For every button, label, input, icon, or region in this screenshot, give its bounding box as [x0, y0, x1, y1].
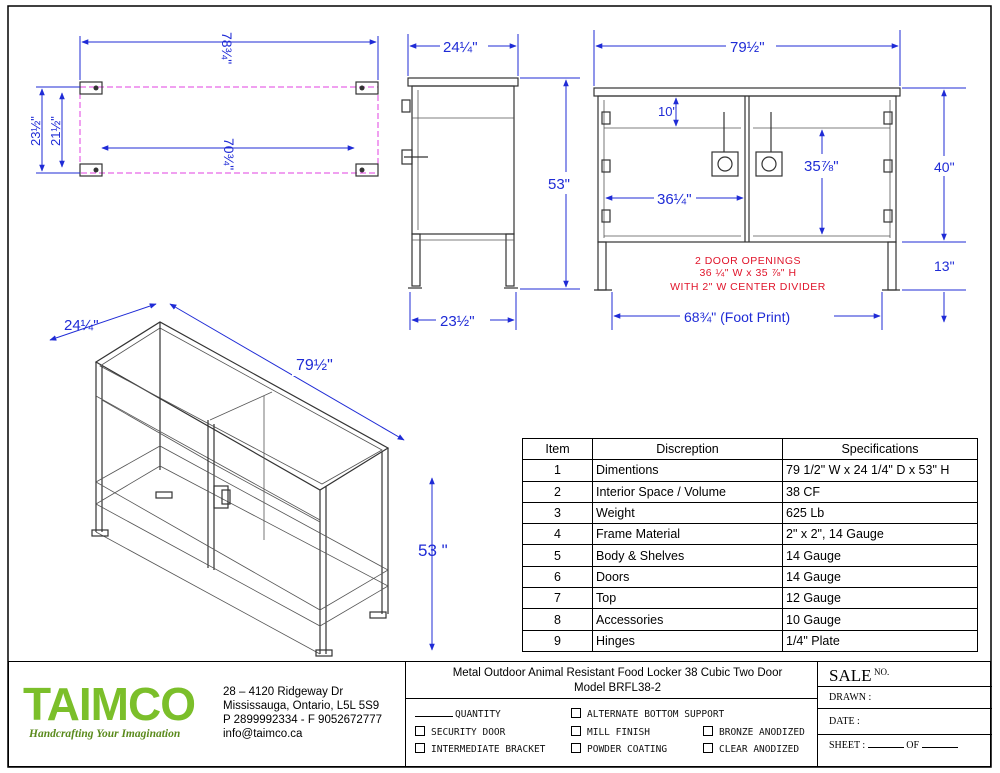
spec-description: Accessories — [593, 609, 783, 630]
side-width-top: 24¼" — [443, 39, 478, 56]
option-intermediate-bracket[interactable] — [415, 743, 545, 755]
option-label: SECURITY DOOR — [431, 727, 506, 738]
spec-table — [522, 438, 978, 652]
spec-value: 12 Gauge — [783, 588, 978, 609]
table-row — [523, 502, 978, 523]
option-bronze-anodized[interactable] — [703, 726, 805, 738]
spec-description: Interior Space / Volume — [593, 481, 783, 502]
spec-description: Hinges — [593, 630, 783, 651]
door-note-1: 2 DOOR OPENINGS — [694, 255, 802, 267]
side-height: 53" — [548, 176, 571, 193]
no-label: NO. — [874, 667, 890, 677]
checkbox-icon[interactable] — [571, 743, 581, 753]
company-logo — [23, 680, 213, 726]
spec-value: 14 Gauge — [783, 566, 978, 587]
logo-text: TAIMCO — [23, 680, 196, 726]
checkbox-icon[interactable] — [703, 726, 713, 736]
option-security-door[interactable] — [415, 726, 505, 738]
option-alternate-bottom-support[interactable] — [571, 708, 724, 720]
spec-value: 2" x 2", 14 Gauge — [783, 524, 978, 545]
front-width: 79½" — [730, 39, 765, 56]
table-row — [523, 481, 978, 502]
door-note-3: WITH 2" W CENTER DIVIDER — [670, 281, 826, 293]
option-label: INTERMEDIATE BRACKET — [431, 744, 546, 755]
table-row — [523, 524, 978, 545]
front-door-width: 36¼" — [657, 191, 692, 208]
iso-view — [50, 304, 448, 656]
spec-item: 3 — [523, 502, 593, 523]
top-view — [28, 32, 378, 176]
date-label: DATE : — [829, 716, 860, 727]
product-title-block — [414, 666, 821, 696]
spec-description: Doors — [593, 566, 783, 587]
front-header-height: 10" — [658, 104, 678, 119]
table-row — [523, 588, 978, 609]
spec-description: Frame Material — [593, 524, 783, 545]
front-leg-height: 13" — [934, 258, 955, 274]
spec-item: 1 — [523, 460, 593, 481]
spec-header-item: Item — [523, 439, 593, 460]
checkbox-icon[interactable] — [703, 743, 713, 753]
spec-item: 5 — [523, 545, 593, 566]
checkbox-icon[interactable] — [415, 726, 425, 736]
iso-depth: 24¼" — [64, 317, 99, 334]
checkbox-icon[interactable] — [571, 726, 581, 736]
front-upper-height: 40" — [934, 159, 955, 175]
checkbox-icon[interactable] — [571, 708, 581, 718]
spec-header-row — [523, 439, 978, 460]
sheet-label: SHEET : — [829, 740, 866, 751]
spec-item: 8 — [523, 609, 593, 630]
spec-value: 38 CF — [783, 481, 978, 502]
option-label: BRONZE ANODIZED — [719, 727, 805, 738]
spec-value: 625 Lb — [783, 502, 978, 523]
front-footprint: 68¾" (Foot Print) — [684, 309, 791, 325]
spec-item: 7 — [523, 588, 593, 609]
spec-item: 9 — [523, 630, 593, 651]
spec-value: 1/4" Plate — [783, 630, 978, 651]
company-email[interactable]: info@taimco.ca — [223, 728, 303, 740]
top-overall-length: 78¾" — [219, 32, 235, 65]
table-row — [523, 630, 978, 651]
title-block — [8, 661, 991, 767]
spec-description: Top — [593, 588, 783, 609]
drawn-label: DRAWN : — [829, 692, 872, 703]
address-line-2: Mississauga, Ontario, L5L 5S9 — [223, 700, 380, 712]
option-clear-anodized[interactable] — [703, 743, 799, 755]
product-model: Model BRFL38-2 — [574, 682, 661, 694]
option-label: CLEAR ANODIZED — [719, 744, 800, 755]
company-tagline: Handcrafting Your Imagination — [29, 728, 181, 740]
of-label: OF — [906, 740, 920, 751]
front-view — [594, 30, 966, 330]
spec-header-description: Discreption — [593, 439, 783, 460]
option-mill-finish[interactable] — [571, 726, 650, 738]
option-label: MILL FINISH — [587, 727, 650, 738]
phone-fax: P 2899992334 - F 9052672777 — [223, 714, 383, 726]
front-door-height: 35⅞" — [804, 158, 839, 175]
spec-description: Dimentions — [593, 460, 783, 481]
option-powder-coating[interactable] — [571, 743, 667, 755]
side-view — [402, 34, 586, 330]
spec-description: Body & Shelves — [593, 545, 783, 566]
spec-value: 79 1/2" W x 24 1/4" D x 53" H — [783, 460, 978, 481]
table-row — [523, 609, 978, 630]
quantity-field[interactable] — [415, 708, 501, 720]
top-inner-depth: 21½" — [48, 116, 63, 146]
checkbox-icon[interactable] — [415, 743, 425, 753]
top-overall-depth: 23½" — [28, 116, 43, 146]
quantity-label: QUANTITY — [455, 709, 501, 720]
sale-label: SALE — [829, 666, 872, 685]
table-row — [523, 566, 978, 587]
side-width-bottom: 23½" — [440, 313, 475, 330]
option-label: ALTERNATE BOTTOM SUPPORT — [587, 709, 725, 720]
spec-value: 10 Gauge — [783, 609, 978, 630]
iso-width: 79½" — [296, 357, 333, 374]
product-title: Metal Outdoor Animal Resistant Food Locker 38 Cubic Two Door — [452, 667, 783, 679]
iso-height: 53 " — [418, 541, 448, 560]
sale-no — [829, 666, 889, 686]
door-note-2: 36 ¼" W x 35 ⅞" H — [699, 267, 797, 279]
table-row — [523, 460, 978, 481]
table-row — [523, 545, 978, 566]
top-inner-length: 70¾" — [221, 138, 237, 171]
address-line-1: 28 – 4120 Ridgeway Dr — [223, 686, 344, 698]
sheet-field — [829, 740, 958, 751]
spec-item: 2 — [523, 481, 593, 502]
spec-item: 4 — [523, 524, 593, 545]
spec-item: 6 — [523, 566, 593, 587]
option-label: POWDER COATING — [587, 744, 668, 755]
spec-description: Weight — [593, 502, 783, 523]
spec-value: 14 Gauge — [783, 545, 978, 566]
spec-header-specifications: Specifications — [783, 439, 978, 460]
